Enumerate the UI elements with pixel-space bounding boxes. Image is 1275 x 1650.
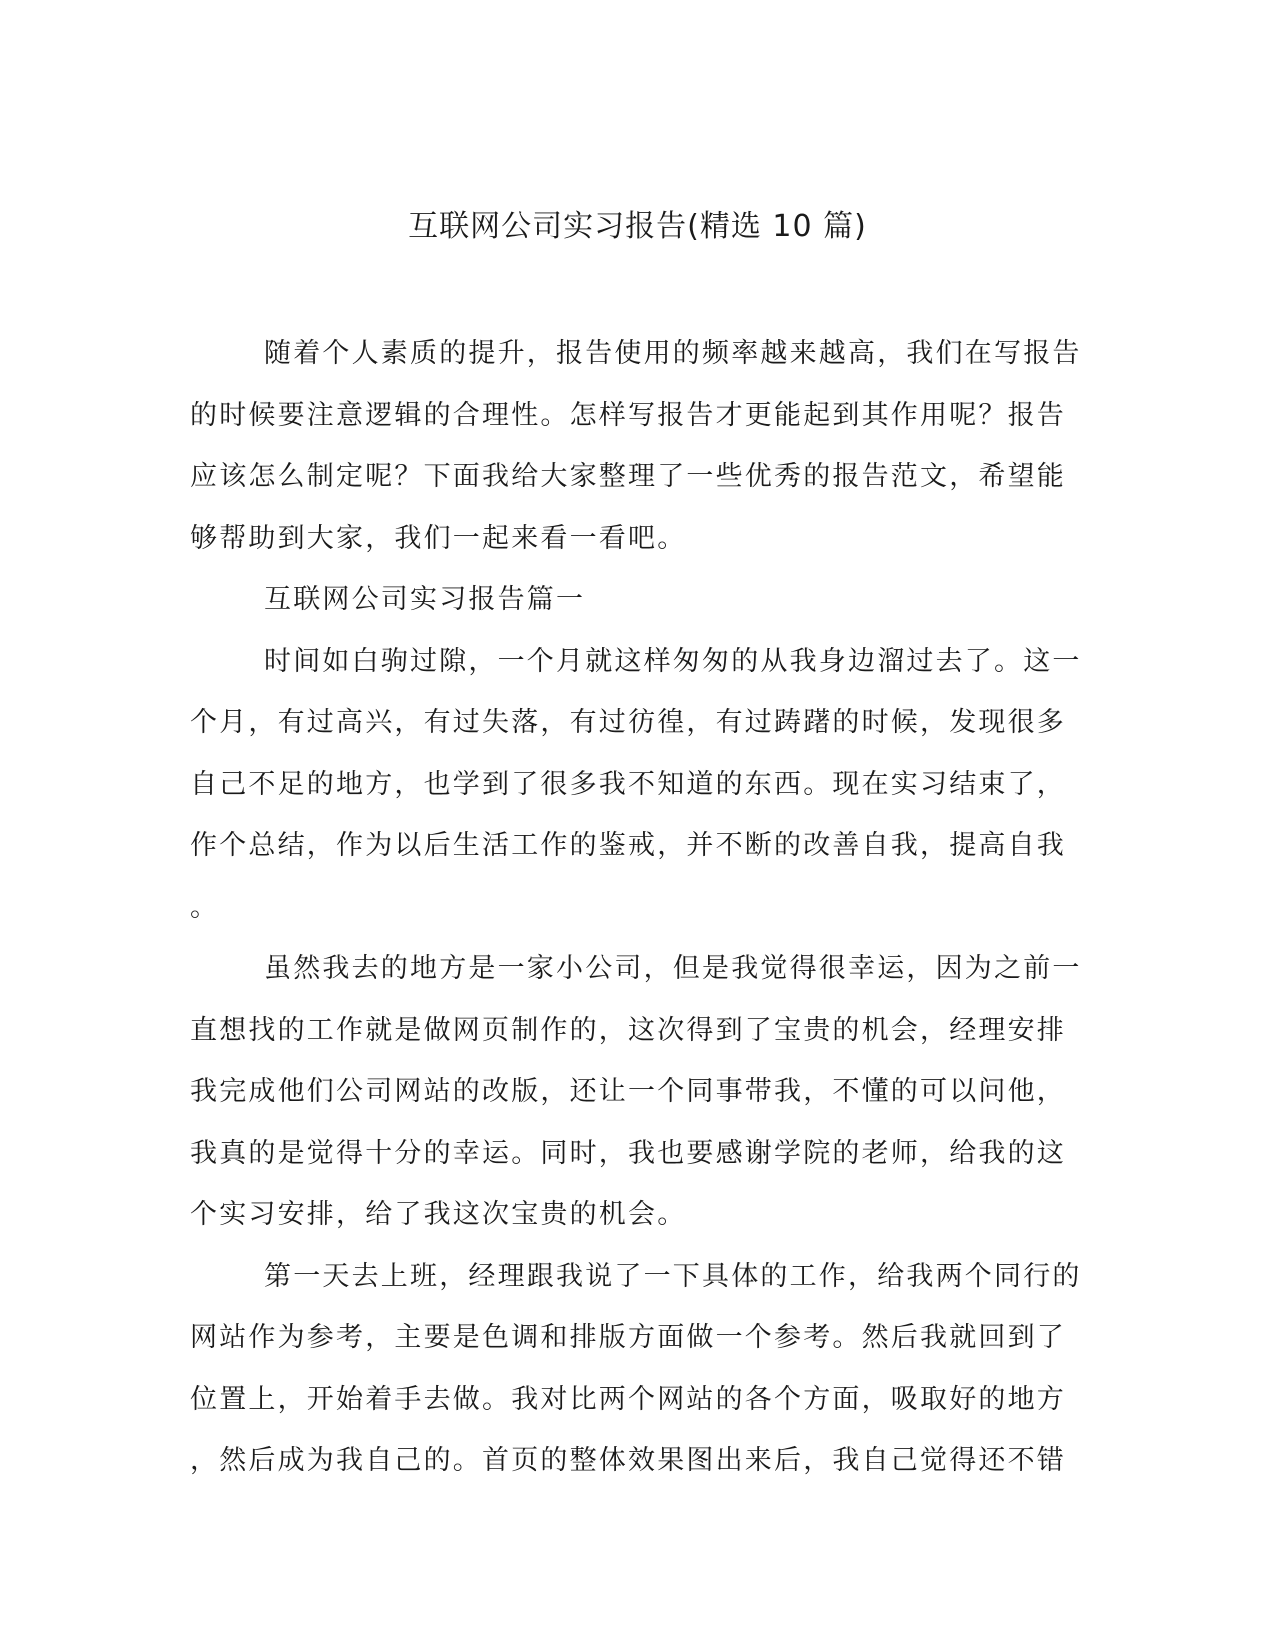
text-line: 个月，有过高兴，有过失落，有过彷徨，有过踌躇的时候，发现很多: [190, 707, 1066, 738]
text-line: 时间如白驹过隙，一个月就这样匆匆的从我身边溜过去了。这一: [264, 645, 1082, 677]
text-line: 够帮助到大家，我们一起来看一看吧。: [190, 522, 687, 554]
text-line: 我真的是觉得十分的幸运。同时，我也要感谢学院的老师，给我的这: [190, 1137, 1066, 1169]
section-heading-text: 互联网公司实习报告篇一: [264, 584, 586, 615]
section-heading: [190, 569, 1090, 631]
text-line: 随着个人素质的提升，报告使用的频率越来越高，我们在写报告: [264, 338, 1082, 369]
text-line: 直想找的工作就是做网页制作的，这次得到了宝贵的机会，经理安排: [190, 1014, 1066, 1046]
body-paragraph: [190, 1246, 1090, 1492]
text-line: 虽然我去的地方是一家小公司，但是我觉得很幸运，因为之前一: [264, 953, 1082, 984]
text-line: 。: [190, 891, 220, 923]
text-line: 网站作为参考，主要是色调和排版方面做一个参考。然后我就回到了: [190, 1322, 1066, 1353]
text-line: 位置上，开始着手去做。我对比两个网站的各个方面，吸取好的地方: [190, 1383, 1066, 1415]
document-body: [190, 323, 1090, 1492]
text-line: 第一天去上班，经理跟我说了一下具体的工作，给我两个同行的: [264, 1260, 1082, 1292]
text-line: 我完成他们公司网站的改版，还让一个同事带我，不懂的可以问他，: [190, 1076, 1066, 1107]
body-paragraph: [190, 938, 1090, 1246]
text-line: ，然后成为我自己的。首页的整体效果图出来后，我自己觉得还不错: [190, 1445, 1066, 1476]
text-line: 应该怎么制定呢？下面我给大家整理了一些优秀的报告范文，希望能: [190, 461, 1066, 492]
text-line: 自己不足的地方，也学到了很多我不知道的东西。现在实习结束了，: [190, 768, 1066, 800]
text-line: 个实习安排，给了我这次宝贵的机会。: [190, 1199, 687, 1230]
text-line: 作个总结，作为以后生活工作的鉴戒，并不断的改善自我，提高自我: [190, 830, 1066, 861]
text-line: 的时候要注意逻辑的合理性。怎样写报告才更能起到其作用呢？报告: [190, 399, 1066, 431]
intro-paragraph: [190, 323, 1090, 569]
body-paragraph: [190, 631, 1090, 939]
document-title: 互联网公司实习报告(精选 10 篇): [408, 209, 867, 244]
